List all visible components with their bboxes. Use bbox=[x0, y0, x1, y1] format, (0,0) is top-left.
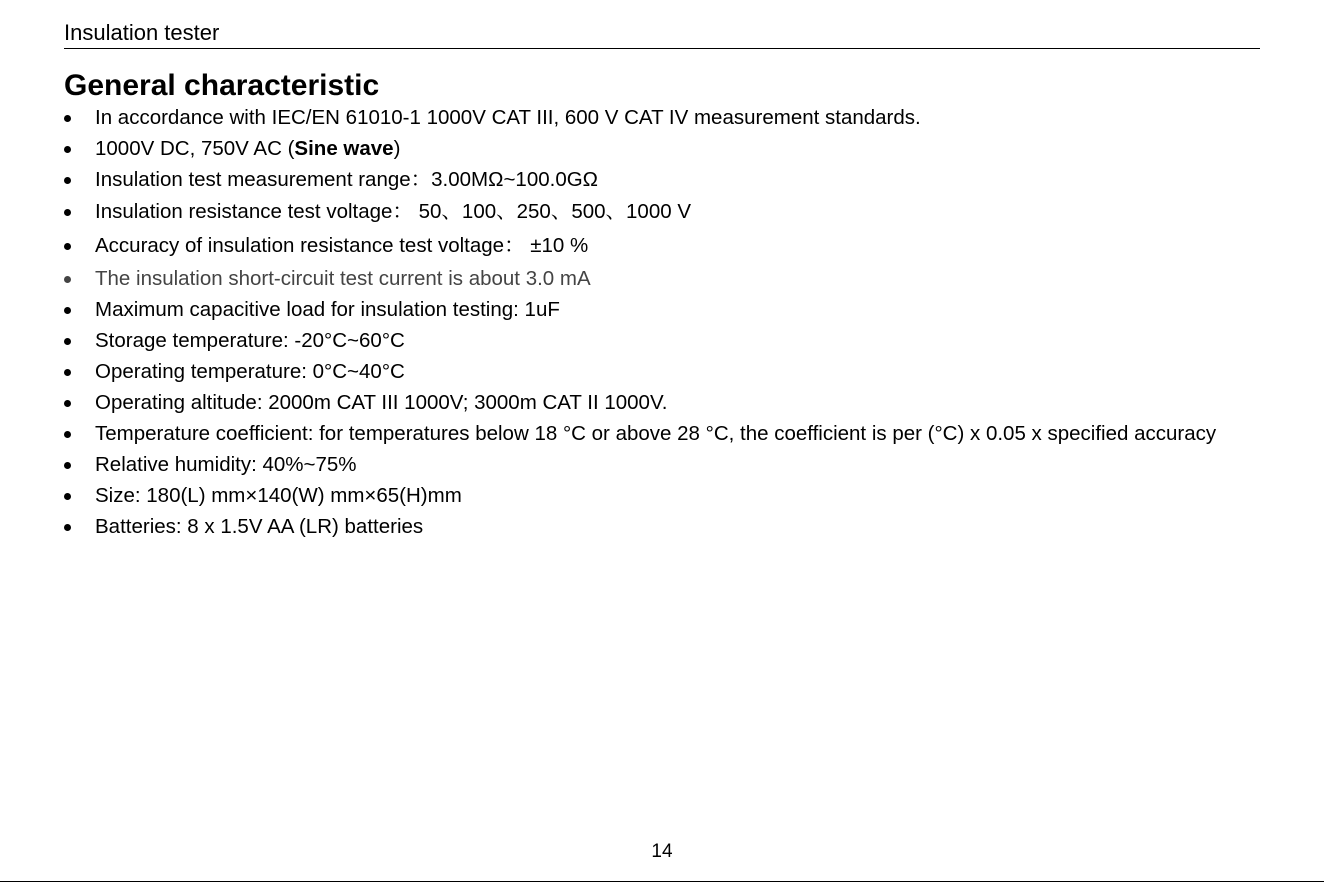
list-item bbox=[64, 480, 1274, 511]
list-item-text: Storage temperature: -20°C~60°C bbox=[95, 329, 405, 352]
list-item bbox=[64, 511, 1274, 542]
list-item-text: Batteries: 8 x 1.5V AA (LR) batteries bbox=[95, 515, 424, 538]
list-item-text: Insulation resistance test voltage： 50、100、250、500、1000 V bbox=[95, 200, 692, 223]
list-item-text: Maximum capacitive load for insulation testing: 1uF bbox=[95, 298, 560, 321]
list-item-text: The insulation short-circuit test current is about 3.0 mA bbox=[95, 267, 591, 290]
list-item bbox=[64, 387, 1274, 418]
bullet-icon bbox=[64, 400, 71, 407]
list-item-text-bold: Sine wave bbox=[294, 137, 394, 160]
bullet-icon bbox=[64, 209, 71, 216]
bullet-icon bbox=[64, 369, 71, 376]
list-item bbox=[64, 418, 1274, 449]
bullet-icon bbox=[64, 524, 71, 531]
list-item bbox=[64, 102, 1274, 133]
section-heading: General characteristic bbox=[64, 69, 380, 102]
list-item-text: Accuracy of insulation resistance test voltage： ±10 % bbox=[95, 234, 589, 257]
list-item-text: Insulation test measurement range：3.00MΩ~100.0GΩ bbox=[95, 168, 598, 191]
list-item-text: Temperature coefficient: for temperatures below 18 °C or above 28 °C, the coefficient is per (°C) x 0.05 x specified accuracy bbox=[95, 422, 1217, 445]
list-item-text: Size: 180(L) mm×140(W) mm×65(H)mm bbox=[95, 484, 462, 507]
footer-divider bbox=[0, 881, 1324, 882]
list-item bbox=[64, 294, 1274, 325]
characteristics-list bbox=[64, 102, 1274, 542]
bullet-icon bbox=[64, 146, 71, 153]
bullet-icon bbox=[64, 177, 71, 184]
list-item-text: Operating temperature: 0°C~40°C bbox=[95, 360, 405, 383]
page-number: 14 bbox=[651, 841, 673, 862]
list-item-text: In accordance with IEC/EN 61010-1 1000V CAT III, 600 V CAT IV measurement standards. bbox=[95, 106, 921, 129]
list-item-text: Relative humidity: 40%~75% bbox=[95, 453, 357, 476]
list-item bbox=[64, 195, 1274, 229]
bullet-icon bbox=[64, 276, 71, 283]
list-item bbox=[64, 263, 1274, 294]
bullet-icon bbox=[64, 338, 71, 345]
bullet-icon bbox=[64, 462, 71, 469]
list-item-text-start: 1000V DC, 750V AC ( bbox=[95, 137, 295, 160]
list-item bbox=[64, 133, 1274, 164]
bullet-icon bbox=[64, 493, 71, 500]
bullet-icon bbox=[64, 243, 71, 250]
bullet-icon bbox=[64, 431, 71, 438]
list-item-text: Operating altitude: 2000m CAT III 1000V; 3000m CAT II 1000V. bbox=[95, 391, 668, 414]
bullet-icon bbox=[64, 115, 71, 122]
list-item bbox=[64, 449, 1274, 480]
bullet-icon bbox=[64, 307, 71, 314]
list-item bbox=[64, 356, 1274, 387]
header-divider bbox=[64, 48, 1260, 49]
document-header-title: Insulation tester bbox=[64, 20, 220, 45]
list-item bbox=[64, 325, 1274, 356]
list-item bbox=[64, 229, 1274, 263]
list-item bbox=[64, 164, 1274, 195]
list-item-text-end: ) bbox=[393, 137, 401, 160]
